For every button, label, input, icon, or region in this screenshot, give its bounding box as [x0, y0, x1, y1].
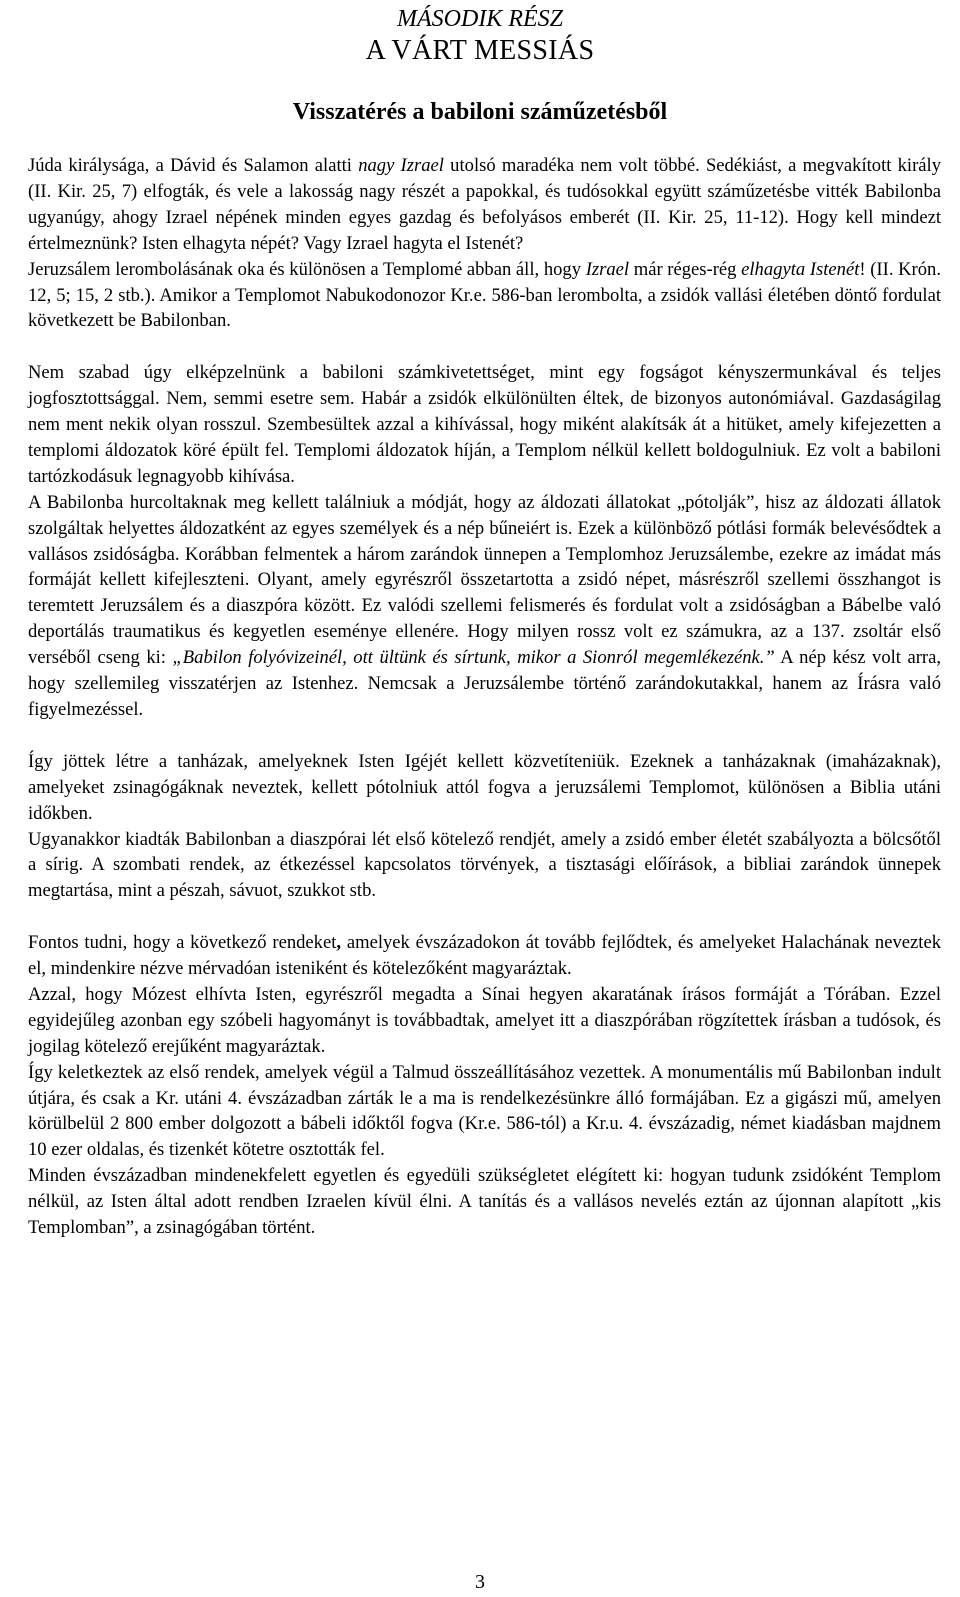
- text-run: már réges-rég: [629, 258, 742, 280]
- text-run: Jeruzsálem lerombolásának oka és különösen a Templomé abban áll, hogy: [28, 258, 586, 280]
- part-label: MÁSODIK RÉSZ: [397, 6, 563, 32]
- italic-run: „Babilon folyóvizeinél, ott ültünk és sírtunk, mikor a Sionról megemlékezénk.”: [172, 647, 775, 669]
- bold-run: ,: [336, 932, 342, 954]
- paragraph-3: Nem szabad úgy elképzelnünk a babiloni számkivetettséget, mint egy fogságot kényszermunkával és teljes jogfosztottsággal. Nem, semmi esetre sem. Habár a zsidók elkülönülten éltek, de bizonyos autonómiával. Gazdaságilag nem ment nekik olyan rosszul. Szembesültek azzal a kihívással, hogy miként alakítsák át a hitüket, amely kifejezetten a templomi áldozatok köré épült fel. Templomi áldozatok híján, a Templom nélkül kellett boldogulniuk. Ez volt a babiloni tartózkodásuk legnagyobb kihívása.: [28, 362, 941, 487]
- paragraph-2: [28, 257, 941, 335]
- text-run: ! (II. Krón. 12, 5; 15, 2 stb.). Amikor a Templomot Nabukodonozor Kr.e. 586-ban lerombolta, a zsidók vallási életében döntő fordulat következett be Babilonban.: [28, 258, 941, 332]
- paragraph-8: Azzal, hogy Mózest elhívta Isten, egyrészről megadta a Sínai hegyen akaratának írásos formáját a Tórában. Ezzel egyidejűleg azonban egy szóbeli hagyományt is továbbadtak, amelyet itt a diaszpórában rögzítettek írásban a tudósok, és jogilag kötelező erejűként magyaráztak.: [28, 983, 941, 1057]
- text-run: amelyek évszázadokon át tovább fejlődtek, és amelyeket Halachának neveztek el, mindenkire nézve mérvadóan isteniként és kötelezőként magyaráztak.: [28, 932, 942, 980]
- text-run: utolsó maradéka nem volt többé. Sedékiást, a megvakított király (II. Kir. 25, 7) elfogták, és vele a lakosság nagy részét a papokkal, és tudósokkal együtt száműzetésbe vitték Babilonba ugyanúgy, ahogy Izrael népének minden egyes gazdag és befolyásos emberét (II. Kir. 25, 11-12). Hogy kell mindezt értelmeznünk? Isten elhagyta népét? Vagy Izrael hagyta el Istenét?: [28, 155, 941, 254]
- body-text: [28, 153, 941, 1241]
- section-title: Visszatérés a babiloni száműzetésből: [292, 99, 668, 125]
- paragraph-5: Így jöttek létre a tanházak, amelyeknek Isten Igéjét kellett közvetíteniük. Ezeknek a tanházaknak (imaházaknak), amelyeket zsinagógáknak neveztek, kellett pótolniuk attól fogva a jeruzsálemi Templomot, különösen a Biblia utáni időkben.: [28, 750, 941, 824]
- italic-run: Izrael: [585, 258, 630, 280]
- italic-run: elhagyta Istenét: [741, 258, 860, 280]
- paragraph-9: Így keletkeztek az első rendek, amelyek végül a Talmud összeállításához vezettek. A monumentális mű Babilonban indult útjára, és csak a Kr. utáni 4. évszázadban zárták le a ma is rendelkezésünkre álló formájában. Ez a gigászi mű, amelyen körülbelül 2 800 ember dolgozott a bábeli időktől fogva (Kr.e. 586-tól) a Kr.u. 4. évszázadig, német kiadásban majdnem 10 ezer oldalas, és tizenkét kötetre osztották fel.: [28, 1061, 941, 1161]
- text-run: Júda királysága, a Dávid és Salamon alatti: [28, 155, 359, 176]
- paragraph-6: Ugyanakkor kiadták Babilonban a diaszpórai lét első kötelező rendjét, amely a zsidó ember életét szabályozta a bölcsőtől a sírig. A szombati rendek, az étkezéssel kapcsolatos törvények, a tisztasági előírások, a bibliai zarándok ünnepek megtartása, mint a pészah, sávuot, szukkot stb.: [28, 828, 941, 902]
- paragraph-10: Minden évszázadban mindenekfelett egyetlen és egyedüli szükségletet elégített ki: hogyan tudunk zsidóként Templom nélkül, az Isten által adott rendben Izraelen kívül élni. A tanítás és a vallásos nevelés eztán az újonnan alapított „kis Templomban”, a zsinagógában történt.: [28, 1165, 941, 1239]
- paragraph-4: [28, 490, 941, 723]
- paragraph-1: [28, 153, 941, 257]
- main-title: A VÁRT MESSIÁS: [365, 35, 595, 66]
- page-number: 3: [475, 1571, 485, 1593]
- text-run: A nép kész volt arra, hogy szellemileg visszatérjen az Istenhez. Nemcsak a Jeruzsálembe történő zarándokutakkal, hanem az Írásra való figyelmezéssel.: [28, 647, 942, 721]
- italic-run: nagy Izrael: [358, 155, 444, 176]
- paragraph-7: [28, 930, 941, 982]
- text-run: Fontos tudni, hogy a következő rendeket: [28, 932, 337, 954]
- text-run: A Babilonba hurcoltaknak meg kellett találniuk a módját, hogy az áldozati állatokat „pótolják”, hisz az áldozati állatok szolgáltak helyettes áldozatként az egyes személyek és a nép bűneiért is. Ezek a különböző pótlási formák belevésődtek a vallásos zsidóságba. Korábban felmentek a három zarándok ünnepen a Templomhoz Jeruzsálembe, ezekre az imádat más formáját kellett kifejleszteni. Olyant, amely egyrészről összetartotta a zsidó népet, másrészről szellemi összhangot is teremtett Jeruzsálem és a diaszpóra között. Ez valódi szellemi felismerés és fordulat volt a zsidóságban a Bábelbe való deportálás traumatikus és kegyetlen eseménye ellenére. Hogy milyen rossz volt ez számukra, az a 137. zsoltár első verséből cseng ki:: [28, 491, 941, 669]
